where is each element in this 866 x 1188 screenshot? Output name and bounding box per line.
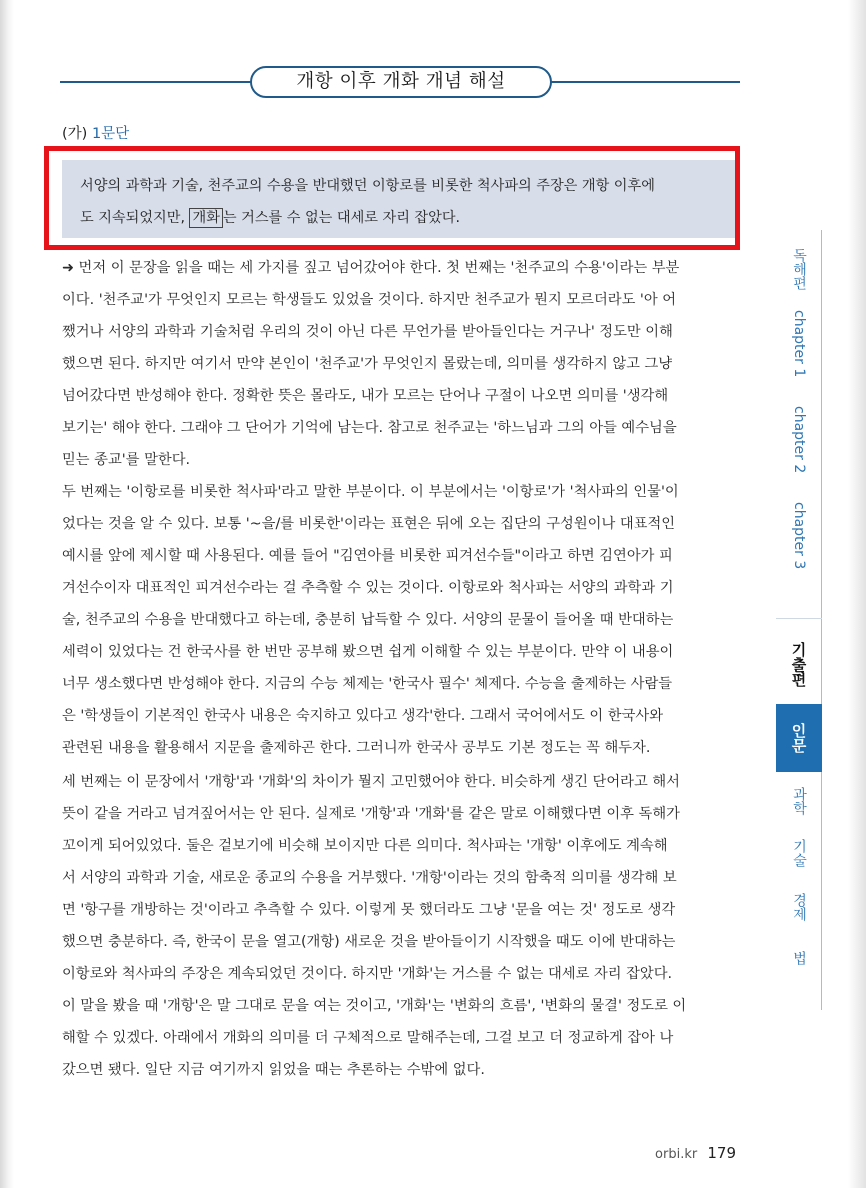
quote-line-1: 서양의 과학과 기술, 천주교의 수용을 반대했던 이항로를 비롯한 척사파의 주장은 개항 이후에	[80, 178, 655, 194]
sidebar-item-science[interactable]: 과학	[791, 787, 807, 815]
page-footer	[655, 1144, 736, 1162]
sidebar-item-technology[interactable]: 기술	[791, 839, 807, 867]
text-line: 보기는' 해야 한다. 그래야 그 단어가 기억에 남는다. 참고로 천주교는 '하느님과 그의 아들 예수님을	[62, 420, 677, 436]
quote-line-2-start: 도 지속되었지만,	[80, 210, 185, 226]
paragraph-1	[62, 252, 738, 476]
text-line: 너무 생소했다면 반성해야 한다. 지금의 수능 체제는 '한국사 필수' 체제다. 수능을 출제하는 사람들	[62, 676, 673, 692]
text-line: 술, 천주교의 수용을 반대했다고 하는데, 충분히 납득할 수 있다. 서양의 문물이 들어올 때 반대하는	[62, 612, 674, 628]
sidebar-item-reading[interactable]: 독해편	[791, 248, 807, 290]
page-title: 개항 이후 개화 개념 해설	[250, 66, 552, 98]
section-label	[62, 122, 129, 143]
text-line: 서 서양의 과학과 기술, 새로운 종교의 수용을 거부했다. '개항'이라는 것의 함축적 의미를 생각해 보	[62, 870, 677, 886]
text-line: 은 '학생들이 기본적인 한국사 내용은 숙지하고 있다고 생각'한다. 그래서 국어에서도 이 한국사와	[62, 708, 664, 724]
text-line: 해할 수 있겠다. 아래에서 개화의 의미를 더 구체적으로 말해주는데, 그걸 보고 더 정교하게 잡아 나	[62, 1030, 674, 1046]
text-line: 넘어갔다면 반성해야 한다. 정확한 뜻은 몰라도, 내가 모르는 단어나 구절이 나오면 의미를 '생각해	[62, 388, 669, 404]
text-line: 면 '항구를 개방하는 것'이라고 추측할 수 있다. 이렇게 못 했더라도 그냥 '문을 여는 것' 정도로 생각	[62, 902, 676, 918]
boxed-keyword: 개화	[189, 208, 222, 228]
text-line: 겨선수이자 대표적인 피겨선수라는 걸 추측할 수 있는 것이다. 이항로와 척사파는 서양의 과학과 기	[62, 580, 674, 596]
text-line: 세력이 있었다는 건 한국사를 한 번만 공부해 봤으면 쉽게 이해할 수 있는 부분이다. 만약 이 내용이	[62, 644, 674, 660]
page-right-edge	[848, 0, 866, 1188]
sidebar-item-law[interactable]: 법	[791, 951, 807, 965]
sidebar-item-past-exams[interactable]: 기출편	[789, 642, 808, 687]
quote-line-2-end: 는 거스를 수 없는 대세로 자리 잡았다.	[222, 210, 461, 226]
chapter-sidebar	[776, 230, 822, 1010]
text-line: 뜻이 같을 거라고 넘겨짚어서는 안 된다. 실제로 '개항'과 '개화'를 같은 말로 이해했다면 이후 독해가	[62, 806, 680, 822]
text-line: 세 번째는 이 문장에서 '개항'과 '개화'의 차이가 뭘지 고민했어야 한다. 비슷하게 생긴 단어라고 해서	[62, 774, 680, 790]
text-line: 었다는 것을 알 수 있다. 보통 '~을/를 비롯한'이라는 표현은 뒤에 오는 집단의 구성원이나 대표적인	[62, 516, 676, 532]
text-line: 쨌거나 서양의 과학과 기술처럼 우리의 것이 아닌 다른 무언가를 받아들인다는 거구나' 정도만 이해	[62, 324, 673, 340]
paragraph-2	[62, 476, 738, 764]
footer-site: orbi.kr	[655, 1147, 698, 1162]
sidebar-item-chapter-2[interactable]: chapter 2	[791, 406, 807, 474]
text-line: 했으면 된다. 하지만 여기서 만약 본인이 '천주교'가 무엇인지 몰랐는데, 의미를 생각하지 않고 그냥	[62, 356, 673, 372]
sidebar-rule	[776, 618, 822, 619]
section-name: 1문단	[91, 126, 130, 142]
sidebar-item-humanities[interactable]: 인문	[776, 704, 822, 772]
text-line: 했으면 충분하다. 즉, 한국이 문을 열고(개항) 새로운 것을 받아들이기 시작했을 때도 이에 반대하는	[62, 934, 676, 950]
text-line: 이 말을 봤을 때 '개항'은 말 그대로 문을 여는 것이고, '개화'는 '변화의 흐름', '변화의 물결' 정도로 이	[62, 998, 687, 1014]
highlight-frame	[44, 146, 740, 250]
text-line: 관련된 내용을 활용해서 지문을 출제하곤 한다. 그러니까 한국사 공부도 기본 정도는 꼭 해두자.	[62, 740, 651, 756]
sidebar-item-economics[interactable]: 경제	[791, 893, 807, 921]
text-line: 두 번째는 '이항로를 비롯한 척사파'라고 말한 부분이다. 이 부분에서는 '이항로'가 '척사파의 인물'이	[62, 484, 679, 500]
sidebar-item-chapter-1[interactable]: chapter 1	[791, 310, 807, 378]
text-line: 이항로와 척사파의 주장은 계속되었던 것이다. 하지만 '개화'는 거스를 수 없는 대세로 자리 잡았다.	[62, 966, 673, 982]
title-banner	[60, 66, 740, 98]
sidebar-item-chapter-3[interactable]: chapter 3	[791, 502, 807, 570]
text-line: 예시를 앞에 제시할 때 사용된다. 예를 들어 "김연아를 비롯한 피겨선수들"이라고 하면 김연아가 피	[62, 548, 673, 564]
section-prefix: (가)	[62, 126, 88, 142]
paragraph-3	[62, 766, 738, 1086]
page-number: 179	[707, 1144, 736, 1162]
text-line: 갔으면 됐다. 일단 지금 여기까지 읽었을 때는 추론하는 수밖에 없다.	[62, 1062, 485, 1078]
text-line: ➜ 먼저 이 문장을 읽을 때는 세 가지를 짚고 넘어갔어야 한다. 첫 번째는 '천주교의 수용'이라는 부분	[62, 260, 680, 276]
text-line: 꼬이게 되어있었다. 둘은 겉보기에 비슷해 보이지만 다른 의미다. 척사파는 '개항' 이후에도 계속해	[62, 838, 668, 854]
text-line: 이다. '천주교'가 무엇인지 모르는 학생들도 있었을 것이다. 하지만 천주교가 뭔지 모르더라도 '아 어	[62, 292, 677, 308]
page-edge-shadow	[0, 0, 14, 1188]
text-line: 믿는 종교'를 말한다.	[62, 452, 191, 468]
